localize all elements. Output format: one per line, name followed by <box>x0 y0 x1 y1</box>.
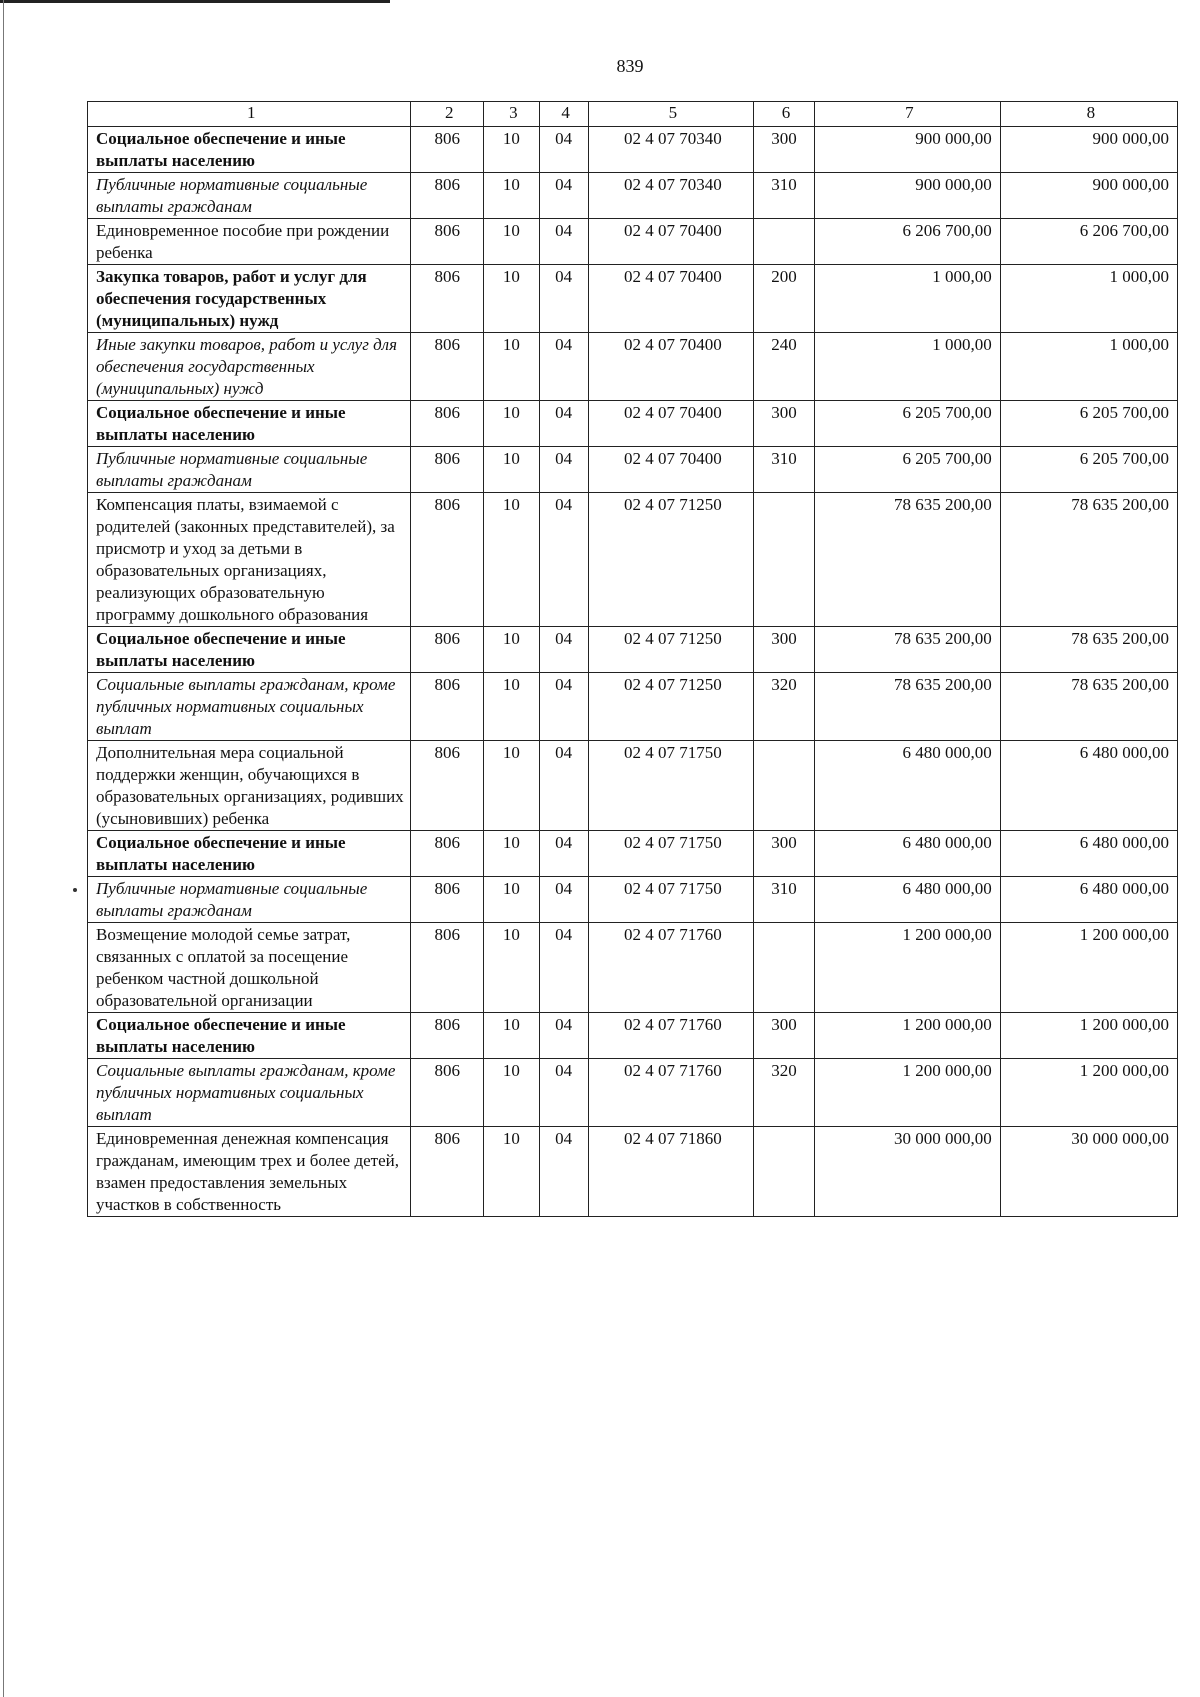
row-amount-1: 900 000,00 <box>814 173 1000 219</box>
row-name-cell: Социальные выплаты гражданам, кроме публичных нормативных социальных выплат <box>88 1059 411 1127</box>
row-code-subsection: 04 <box>539 173 588 219</box>
row-amount-2: 78 635 200,00 <box>1000 493 1177 627</box>
row-code-target: 02 4 07 70400 <box>588 401 753 447</box>
row-amount-2: 30 000 000,00 <box>1000 1127 1177 1217</box>
row-amount-1: 6 205 700,00 <box>814 401 1000 447</box>
row-code-target: 02 4 07 71860 <box>588 1127 753 1217</box>
row-name-cell: Единовременная денежная компенсация гражданам, имеющим трех и более детей, взамен предоставления земельных участков в собственность <box>88 1127 411 1217</box>
row-code-target: 02 4 07 70340 <box>588 127 753 173</box>
table-row <box>88 447 1178 493</box>
row-amount-2: 6 206 700,00 <box>1000 219 1177 265</box>
row-code-section: 10 <box>484 127 540 173</box>
row-code-expense-type: 200 <box>754 265 815 333</box>
row-code-section: 10 <box>484 173 540 219</box>
row-code-section: 10 <box>484 1013 540 1059</box>
table-row <box>88 741 1178 831</box>
table-row <box>88 627 1178 673</box>
header-cell-5: 5 <box>588 102 753 127</box>
row-amount-1: 1 200 000,00 <box>814 1013 1000 1059</box>
row-code-expense-type <box>754 493 815 627</box>
row-code-target: 02 4 07 71750 <box>588 741 753 831</box>
row-code-section: 10 <box>484 447 540 493</box>
scan-edge-top <box>0 0 390 3</box>
table-row <box>88 1059 1178 1127</box>
row-name-cell: Социальное обеспечение и иные выплаты населению <box>88 127 411 173</box>
header-cell-1: 1 <box>88 102 411 127</box>
row-code-target: 02 4 07 70400 <box>588 447 753 493</box>
row-amount-1: 1 000,00 <box>814 333 1000 401</box>
row-code-section: 10 <box>484 219 540 265</box>
row-amount-2: 1 000,00 <box>1000 333 1177 401</box>
row-code-ministry: 806 <box>411 265 484 333</box>
row-code-subsection: 04 <box>539 831 588 877</box>
row-code-section: 10 <box>484 741 540 831</box>
table-row <box>88 673 1178 741</box>
row-code-ministry: 806 <box>411 219 484 265</box>
row-amount-2: 1 000,00 <box>1000 265 1177 333</box>
header-cell-4: 4 <box>539 102 588 127</box>
row-code-expense-type: 320 <box>754 673 815 741</box>
row-name-cell: Компенсация платы, взимаемой с родителей (законных представителей), за присмотр и уход за детьми в образовательных организациях, реализующих образовательную программу дошкольного образования <box>88 493 411 627</box>
row-name-cell: Публичные нормативные социальные выплаты гражданам <box>88 173 411 219</box>
row-amount-2: 78 635 200,00 <box>1000 627 1177 673</box>
row-amount-1: 6 480 000,00 <box>814 741 1000 831</box>
row-code-target: 02 4 07 71760 <box>588 1059 753 1127</box>
row-code-expense-type <box>754 923 815 1013</box>
row-code-subsection: 04 <box>539 1059 588 1127</box>
row-amount-1: 78 635 200,00 <box>814 627 1000 673</box>
row-amount-1: 900 000,00 <box>814 127 1000 173</box>
row-code-ministry: 806 <box>411 127 484 173</box>
header-cell-3: 3 <box>484 102 540 127</box>
row-code-ministry: 806 <box>411 877 484 923</box>
row-code-expense-type <box>754 741 815 831</box>
header-cell-7: 7 <box>814 102 1000 127</box>
row-code-subsection: 04 <box>539 493 588 627</box>
row-amount-2: 6 480 000,00 <box>1000 877 1177 923</box>
header-cell-6: 6 <box>754 102 815 127</box>
row-name-cell: Публичные нормативные социальные выплаты гражданам <box>88 877 411 923</box>
scan-dot <box>73 888 77 892</box>
row-code-section: 10 <box>484 1127 540 1217</box>
row-code-target: 02 4 07 70340 <box>588 173 753 219</box>
row-code-target: 02 4 07 70400 <box>588 333 753 401</box>
row-name-cell: Закупка товаров, работ и услуг для обеспечения государственных (муниципальных) нужд <box>88 265 411 333</box>
row-code-ministry: 806 <box>411 831 484 877</box>
table-row <box>88 219 1178 265</box>
row-code-expense-type: 300 <box>754 627 815 673</box>
row-name-cell: Дополнительная мера социальной поддержки женщин, обучающихся в образовательных организациях, родивших (усыновивших) ребенка <box>88 741 411 831</box>
row-code-section: 10 <box>484 831 540 877</box>
row-code-expense-type: 300 <box>754 831 815 877</box>
row-code-ministry: 806 <box>411 447 484 493</box>
row-code-ministry: 806 <box>411 1059 484 1127</box>
row-code-target: 02 4 07 71250 <box>588 493 753 627</box>
row-amount-1: 78 635 200,00 <box>814 673 1000 741</box>
row-code-section: 10 <box>484 401 540 447</box>
header-cell-2: 2 <box>411 102 484 127</box>
table-row <box>88 877 1178 923</box>
row-name-cell: Социальное обеспечение и иные выплаты населению <box>88 1013 411 1059</box>
row-amount-1: 30 000 000,00 <box>814 1127 1000 1217</box>
row-code-subsection: 04 <box>539 265 588 333</box>
row-code-expense-type: 310 <box>754 447 815 493</box>
row-code-expense-type: 300 <box>754 401 815 447</box>
table-row <box>88 1127 1178 1217</box>
row-code-ministry: 806 <box>411 173 484 219</box>
row-amount-2: 900 000,00 <box>1000 127 1177 173</box>
row-code-target: 02 4 07 70400 <box>588 219 753 265</box>
budget-table <box>87 101 1178 1217</box>
row-amount-2: 1 200 000,00 <box>1000 1059 1177 1127</box>
row-code-section: 10 <box>484 333 540 401</box>
row-code-section: 10 <box>484 923 540 1013</box>
row-amount-2: 1 200 000,00 <box>1000 923 1177 1013</box>
row-code-expense-type: 300 <box>754 1013 815 1059</box>
row-name-cell: Социальные выплаты гражданам, кроме публичных нормативных социальных выплат <box>88 673 411 741</box>
row-code-target: 02 4 07 71750 <box>588 877 753 923</box>
table-row <box>88 831 1178 877</box>
row-amount-1: 1 200 000,00 <box>814 1059 1000 1127</box>
row-code-ministry: 806 <box>411 1013 484 1059</box>
row-code-subsection: 04 <box>539 127 588 173</box>
row-name-cell: Социальное обеспечение и иные выплаты населению <box>88 831 411 877</box>
row-code-section: 10 <box>484 1059 540 1127</box>
row-code-ministry: 806 <box>411 401 484 447</box>
table-row <box>88 333 1178 401</box>
row-code-target: 02 4 07 71250 <box>588 627 753 673</box>
row-amount-2: 6 205 700,00 <box>1000 447 1177 493</box>
row-amount-1: 1 200 000,00 <box>814 923 1000 1013</box>
table-row <box>88 127 1178 173</box>
row-name-cell: Публичные нормативные социальные выплаты гражданам <box>88 447 411 493</box>
row-name-cell: Социальное обеспечение и иные выплаты населению <box>88 401 411 447</box>
row-code-subsection: 04 <box>539 447 588 493</box>
row-code-target: 02 4 07 71760 <box>588 1013 753 1059</box>
row-amount-1: 6 206 700,00 <box>814 219 1000 265</box>
row-code-expense-type <box>754 1127 815 1217</box>
table-row <box>88 173 1178 219</box>
row-amount-1: 1 000,00 <box>814 265 1000 333</box>
row-amount-2: 6 480 000,00 <box>1000 831 1177 877</box>
row-code-target: 02 4 07 71750 <box>588 831 753 877</box>
row-code-subsection: 04 <box>539 333 588 401</box>
page-number: 839 <box>616 56 644 76</box>
row-amount-2: 1 200 000,00 <box>1000 1013 1177 1059</box>
header-cell-8: 8 <box>1000 102 1177 127</box>
row-code-section: 10 <box>484 493 540 627</box>
row-code-subsection: 04 <box>539 673 588 741</box>
row-amount-2: 78 635 200,00 <box>1000 673 1177 741</box>
row-amount-1: 6 480 000,00 <box>814 877 1000 923</box>
row-code-subsection: 04 <box>539 401 588 447</box>
row-name-cell: Единовременное пособие при рождении ребенка <box>88 219 411 265</box>
table-row <box>88 1013 1178 1059</box>
row-code-ministry: 806 <box>411 493 484 627</box>
row-amount-2: 900 000,00 <box>1000 173 1177 219</box>
row-code-ministry: 806 <box>411 1127 484 1217</box>
row-code-expense-type: 310 <box>754 877 815 923</box>
row-code-expense-type: 240 <box>754 333 815 401</box>
table-row <box>88 493 1178 627</box>
row-code-expense-type: 310 <box>754 173 815 219</box>
row-code-target: 02 4 07 71760 <box>588 923 753 1013</box>
row-name-cell: Социальное обеспечение и иные выплаты населению <box>88 627 411 673</box>
row-code-section: 10 <box>484 265 540 333</box>
row-code-subsection: 04 <box>539 923 588 1013</box>
row-code-expense-type: 320 <box>754 1059 815 1127</box>
table-row <box>88 923 1178 1013</box>
row-code-target: 02 4 07 70400 <box>588 265 753 333</box>
row-code-target: 02 4 07 71250 <box>588 673 753 741</box>
row-code-subsection: 04 <box>539 627 588 673</box>
scan-edge-left <box>3 0 4 1697</box>
table-row <box>88 401 1178 447</box>
row-code-section: 10 <box>484 627 540 673</box>
row-code-section: 10 <box>484 877 540 923</box>
row-code-subsection: 04 <box>539 1013 588 1059</box>
row-code-ministry: 806 <box>411 923 484 1013</box>
row-amount-2: 6 205 700,00 <box>1000 401 1177 447</box>
row-amount-1: 78 635 200,00 <box>814 493 1000 627</box>
row-name-cell: Иные закупки товаров, работ и услуг для обеспечения государственных (муниципальных) нужд <box>88 333 411 401</box>
row-code-ministry: 806 <box>411 627 484 673</box>
row-amount-1: 6 205 700,00 <box>814 447 1000 493</box>
row-code-expense-type <box>754 219 815 265</box>
row-code-ministry: 806 <box>411 333 484 401</box>
row-code-ministry: 806 <box>411 673 484 741</box>
row-amount-2: 6 480 000,00 <box>1000 741 1177 831</box>
row-code-ministry: 806 <box>411 741 484 831</box>
row-code-subsection: 04 <box>539 741 588 831</box>
table-row <box>88 265 1178 333</box>
row-code-subsection: 04 <box>539 1127 588 1217</box>
row-code-subsection: 04 <box>539 877 588 923</box>
header-row <box>88 102 1178 127</box>
row-amount-1: 6 480 000,00 <box>814 831 1000 877</box>
row-code-subsection: 04 <box>539 219 588 265</box>
table-body <box>88 102 1178 1217</box>
row-code-expense-type: 300 <box>754 127 815 173</box>
row-name-cell: Возмещение молодой семье затрат, связанных с оплатой за посещение ребенком частной дошкольной образовательной организации <box>88 923 411 1013</box>
row-code-section: 10 <box>484 673 540 741</box>
